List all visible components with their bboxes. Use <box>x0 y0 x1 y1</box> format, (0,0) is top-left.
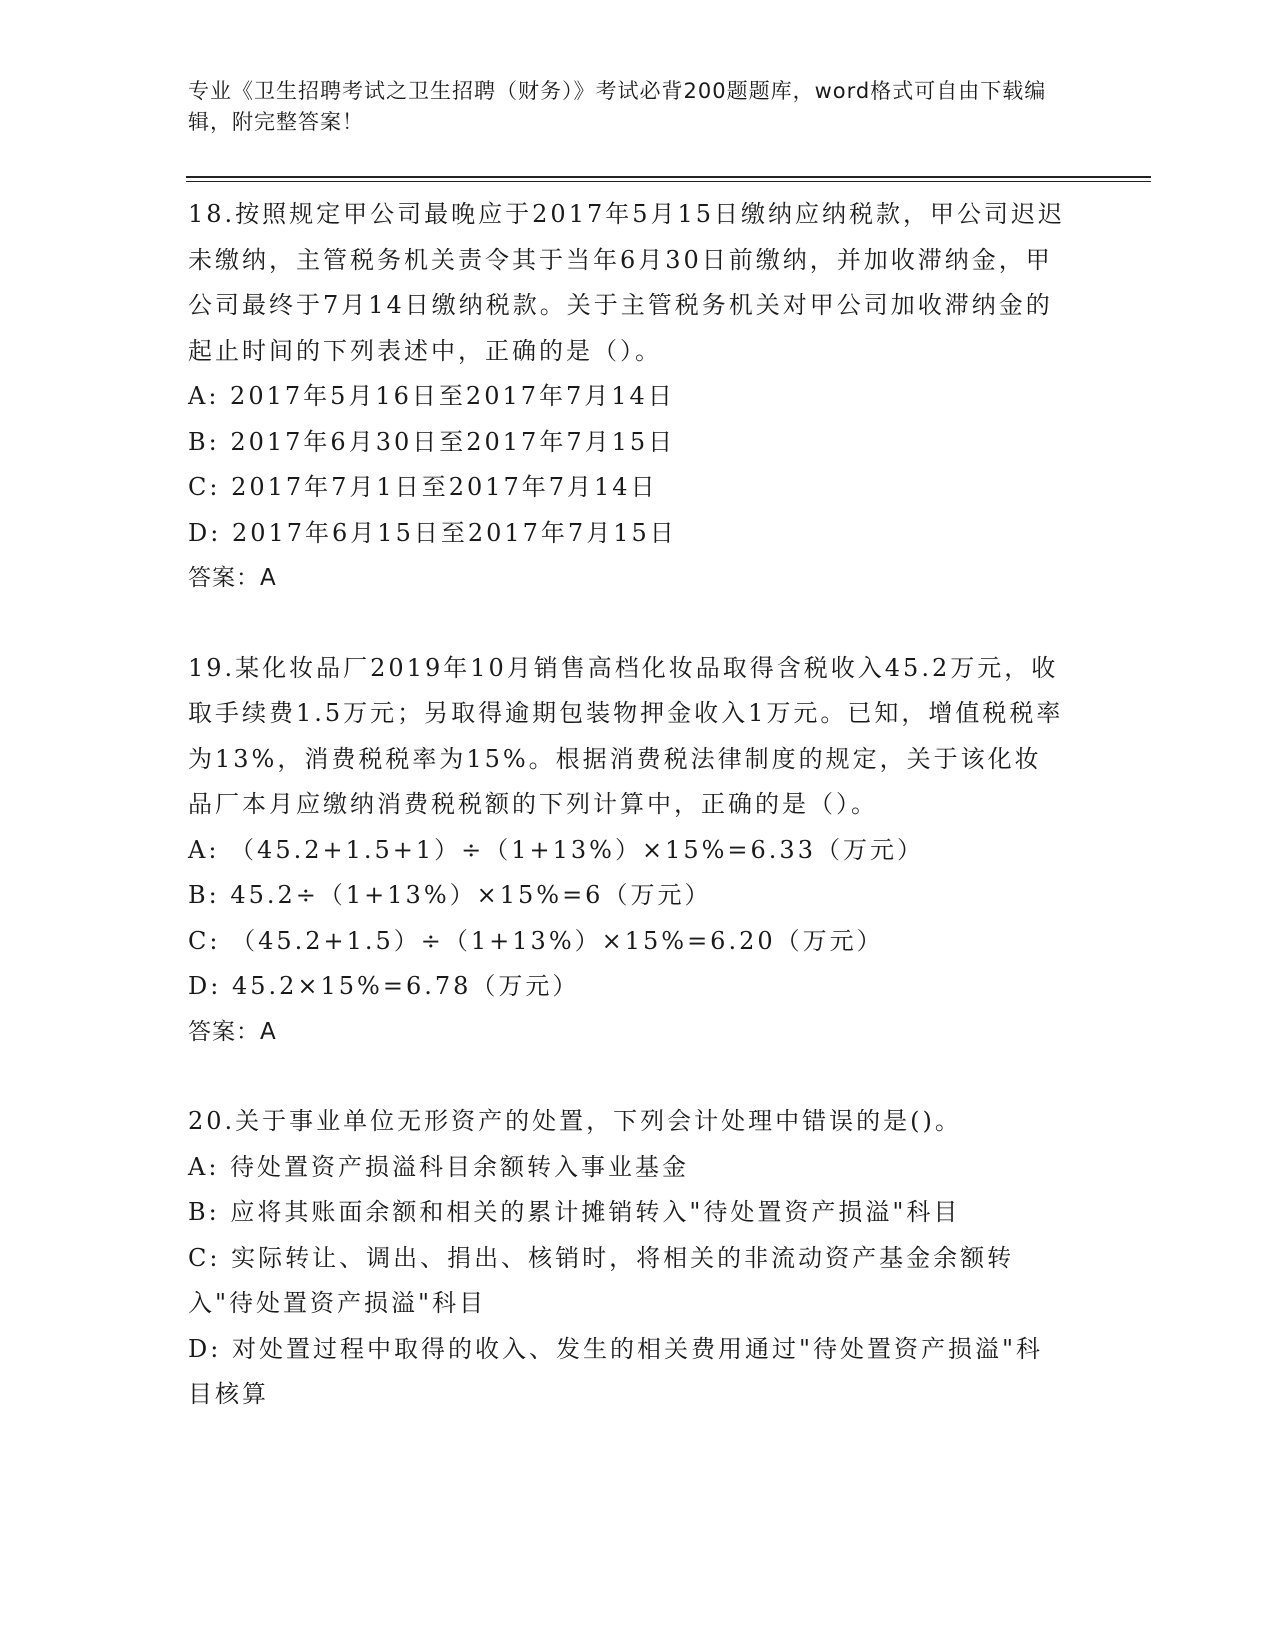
option-a: A: 待处置资产损溢科目余额转入事业基金 <box>188 1152 690 1181</box>
answer-line: 答案：A <box>188 1018 277 1045</box>
option-d: D: 45.2×15%=6.78（万元） <box>188 972 580 1000</box>
question-list <box>188 192 1068 1418</box>
question-stem: 20.关于事业单位无形资产的处置，下列会计处理中错误的是()。 <box>188 1107 962 1135</box>
option-c: C: （45.2+1.5）÷（1+13%）×15%=6.20（万元） <box>188 926 884 955</box>
question-19 <box>188 646 1068 1056</box>
option-c: C: 实际转让、调出、捐出、核销时，将相关的非流动资产基金余额转入"待处置资产损溢"科目 <box>188 1243 1015 1317</box>
question-18 <box>188 192 1068 602</box>
header-divider-thick <box>186 176 1151 178</box>
option-a: A: （45.2+1.5+1）÷（1+13%）×15%=6.33（万元） <box>188 835 924 864</box>
document-header: 专业《卫生招聘考试之卫生招聘（财务）》考试必背200题题库，word格式可自由下载编辑，附完整答案！ <box>188 79 1047 134</box>
option-d: D: 对处置过程中取得的收入、发生的相关费用通过"待处置资产损溢"科目核算 <box>188 1334 1044 1408</box>
header-divider-thin <box>186 181 1151 182</box>
option-b: B: 2017年6月30日至2017年7月15日 <box>188 427 676 456</box>
option-a: A: 2017年5月16日至2017年7月14日 <box>188 382 675 410</box>
question-stem: 19.某化妆品厂2019年10月销售高档化妆品取得含税收入45.2万元，收取手续费1.5万元；另取得逾期包装物押金收入1万元。已知，增值税税率为13%，消费税税率为15%。根据消费税法律制度的规定，关于该化妆品厂本月应缴纳消费税税额的下列计算中，正确的是（）。 <box>188 653 1064 818</box>
option-b: B: 45.2÷（1+13%）×15%=6（万元） <box>188 881 712 909</box>
answer-line: 答案：A <box>188 565 277 591</box>
question-stem: 18.按照规定甲公司最晚应于2017年5月15日缴纳应纳税款，甲公司迟迟未缴纳，主管税务机关责令其于当年6月30日前缴纳，并加收滞纳金，甲公司最终于7月14日缴纳税款。关于主管税务机关对甲公司加收滞纳金的起止时间的下列表述中，正确的是（）。 <box>188 200 1066 365</box>
option-d: D: 2017年6月15日至2017年7月15日 <box>188 518 677 547</box>
option-c: C: 2017年7月1日至2017年7月14日 <box>188 473 658 501</box>
option-b: B: 应将其账面余额和相关的累计摊销转入"待处置资产损溢"科目 <box>188 1198 961 1226</box>
question-20 <box>188 1099 1068 1418</box>
